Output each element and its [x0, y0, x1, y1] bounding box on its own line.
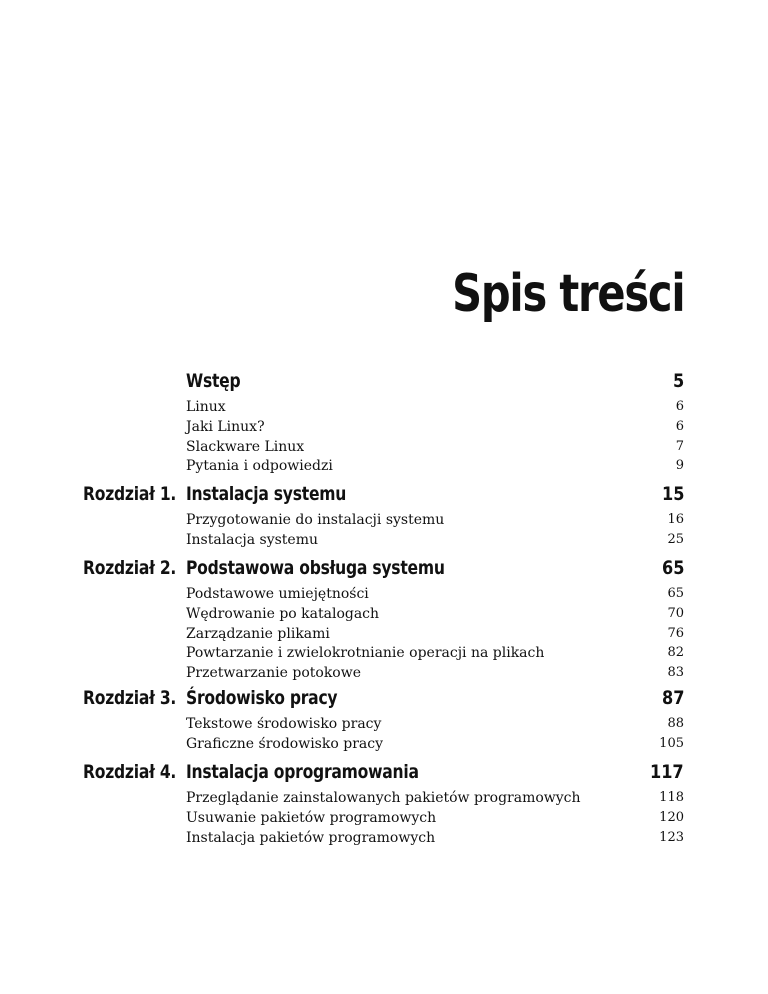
toc-entry	[0, 458, 768, 478]
toc-entry-title: Powtarzanie i zwielokrotnianie operacji na plikach	[186, 645, 545, 662]
toc-entry-page-number: 88	[667, 716, 684, 731]
toc-entry-page-number: 120	[659, 809, 684, 825]
toc-entry	[0, 512, 768, 532]
toc-entry-page-number: 123	[659, 829, 684, 845]
toc-entry	[0, 810, 768, 830]
chapter-label: Rozdział 4.	[83, 761, 177, 783]
chapter-label: Rozdział 1.	[83, 483, 177, 505]
chapter-heading	[0, 557, 768, 583]
toc-entry	[0, 716, 768, 736]
chapter-heading	[0, 483, 768, 509]
toc-entry-page-number: 7	[675, 438, 684, 454]
toc-entry-title: Tekstowe środowisko pracy	[186, 716, 382, 732]
toc-entry-title: Jaki Linux?	[186, 418, 265, 435]
chapter-page-number: 87	[661, 687, 684, 709]
toc-entry-title: Przeglądanie zainstalowanych pakietów programowych	[186, 790, 581, 806]
toc-entry	[0, 736, 768, 756]
toc-entry-page-number: 82	[667, 645, 684, 661]
toc-entry	[0, 665, 768, 685]
toc-entry	[0, 586, 768, 606]
chapter-title: Instalacja systemu	[186, 483, 347, 505]
chapter-heading	[0, 687, 768, 713]
toc-entry	[0, 439, 768, 459]
chapter-page-number: 5	[672, 370, 684, 392]
chapter-title: Podstawowa obsługa systemu	[186, 557, 445, 579]
chapter-title: Środowisko pracy	[186, 687, 338, 709]
toc-entry	[0, 790, 768, 810]
toc-entry-page-number: 76	[667, 625, 684, 641]
toc-entry	[0, 606, 768, 626]
toc-entry-page-number: 6	[675, 418, 684, 434]
toc-entry-page-number: 70	[667, 605, 684, 621]
toc-entry	[0, 399, 768, 419]
toc-entry-page-number: 25	[667, 531, 684, 547]
toc-entry-page-number: 16	[667, 512, 684, 527]
toc-entry-page-number: 6	[675, 399, 684, 414]
toc-entry-title: Usuwanie pakietów programowych	[186, 809, 437, 826]
toc-entry-page-number: 118	[659, 790, 684, 805]
chapter-title: Wstęp	[186, 370, 241, 392]
chapter-label: Rozdział 2.	[83, 557, 177, 579]
toc-entry-title: Podstawowe umiejętności	[186, 586, 369, 602]
toc-entry-title: Instalacja pakietów programowych	[186, 829, 436, 846]
chapter-label: Rozdział 3.	[83, 687, 177, 709]
toc-entry-title: Przetwarzanie potokowe	[186, 665, 361, 682]
toc-entry-page-number: 65	[667, 586, 684, 601]
toc-entry	[0, 645, 768, 665]
toc-entry-title: Przygotowanie do instalacji systemu	[186, 512, 445, 528]
chapter-title: Instalacja oprogramowania	[186, 761, 419, 783]
toc-entry-title: Graficzne środowisko pracy	[186, 735, 383, 752]
toc-entry-page-number: 105	[659, 735, 684, 751]
chapter-page-number: 15	[661, 483, 684, 505]
chapter-heading	[0, 370, 768, 396]
toc-entry-title: Linux	[186, 399, 226, 415]
toc-entry	[0, 626, 768, 646]
toc-entry-title: Instalacja systemu	[186, 531, 318, 548]
toc-entry	[0, 419, 768, 439]
toc-entry-page-number: 83	[667, 665, 684, 681]
toc-entry-title: Pytania i odpowiedzi	[186, 458, 333, 475]
chapter-page-number: 65	[661, 557, 684, 579]
toc-entry-title: Slackware Linux	[186, 438, 305, 455]
toc-entry-title: Zarządzanie plikami	[186, 625, 330, 642]
toc-entry-page-number: 9	[675, 458, 684, 474]
chapter-heading	[0, 761, 768, 787]
chapter-page-number: 117	[650, 761, 684, 783]
toc-entry	[0, 830, 768, 850]
toc-entry-title: Wędrowanie po katalogach	[186, 605, 380, 622]
toc-entry	[0, 532, 768, 552]
page-title: Spis treści	[451, 264, 684, 324]
